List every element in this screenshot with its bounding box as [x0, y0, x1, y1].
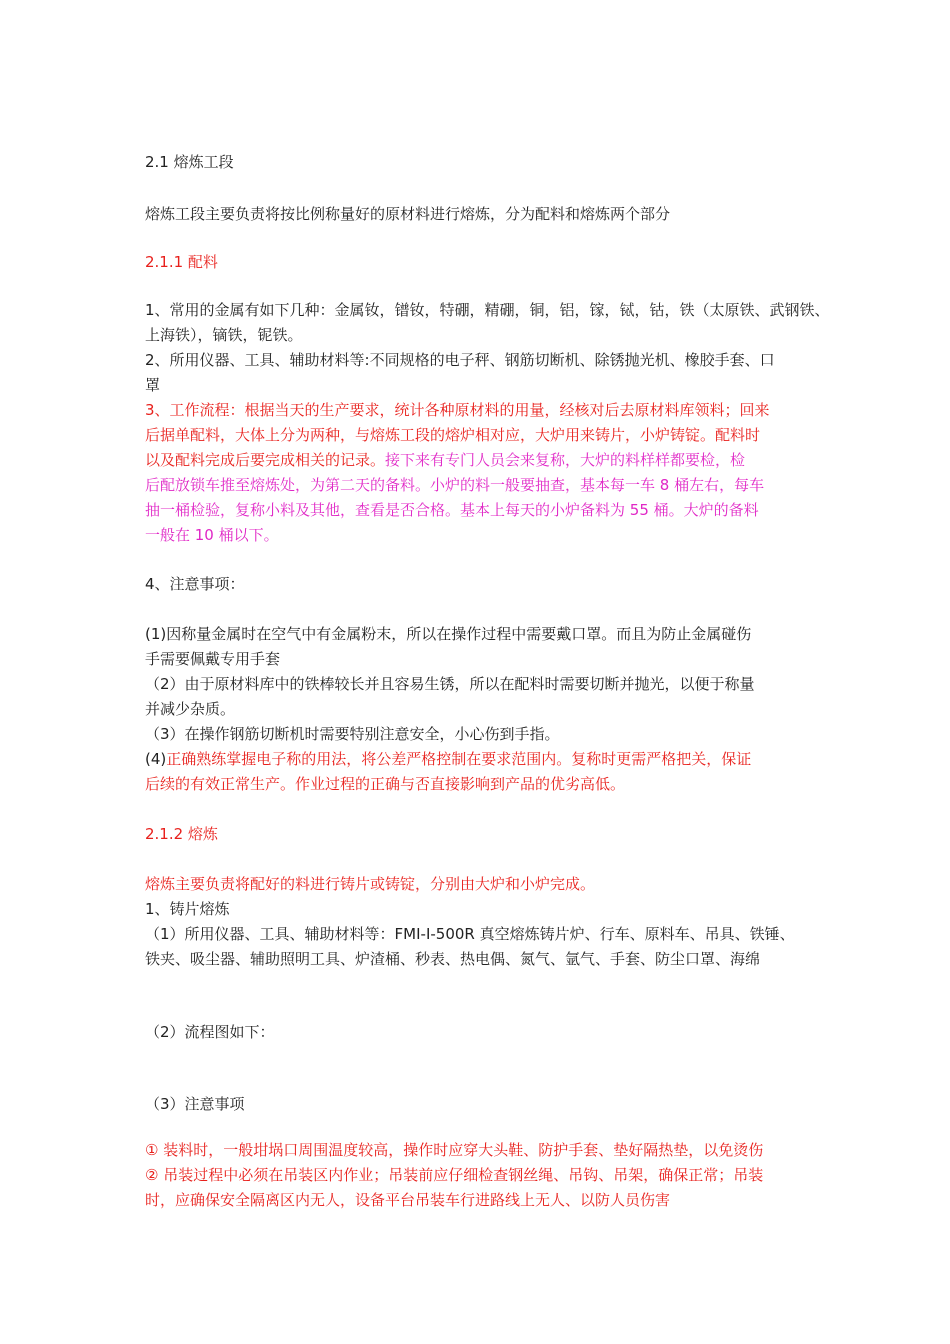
subsection-title-smelting: 2.1.2 熔炼: [145, 825, 218, 843]
note4-line1-text: 正确熟练掌握电子称的用法，将公差严格控制在要求范围内。复称时更需严格把关，保证: [166, 750, 752, 768]
note2-line2: 并减少杂质。: [145, 700, 236, 718]
note2-line1: （2）由于原材料库中的铁棒较长并且容易生锈，所以在配料时需要切断并抛光，以便于称量: [145, 675, 755, 693]
item1-line1: 1、常用的金属有如下几种：金属钕，镨钕，特硼，精硼，铜，铝，镓，铽，钴，铁（太原铁、武钢铁、: [145, 301, 830, 319]
item3-line2: 后据单配料，大体上分为两种，与熔炼工段的熔炉相对应，大炉用来铸片，小炉铸锭。配料时: [145, 426, 761, 444]
warning2-line2: 时，应确保安全隔离区内无人，设备平台吊装车行进路线上无人、以防人员伤害: [145, 1191, 671, 1209]
item2-line2: 罩: [145, 376, 161, 394]
note4-prefix: (4): [145, 750, 167, 768]
casting-tools-line2: 铁夹、吸尘器、辅助照明工具、炉渣桶、秒表、热电偶、氮气、氩气、手套、防尘口罩、海绵: [145, 950, 761, 968]
flowchart-caption: （2）流程图如下：: [145, 1023, 275, 1041]
casting-tools-line1: （1）所用仪器、工具、辅助材料等：FMI-I-500R 真空熔炼铸片炉、行车、原料车、吊具、铁锤、: [145, 925, 795, 943]
note4-line2: 后续的有效正常生产。作业过程的正确与否直接影响到产品的优劣高低。: [145, 775, 626, 793]
note4-line1: [145, 747, 815, 772]
item3-line3-red-part: 以及配料完成后要完成相关的记录。: [145, 451, 386, 469]
item3-line3-pink-part: 接下来有专门人员会来复称，大炉的料样样都要检，检: [385, 451, 746, 469]
subsection-title-batching: 2.1.1 配料: [145, 253, 218, 271]
smelting-intro: 熔炼主要负责将配好的料进行铸片或铸锭，分别由大炉和小炉完成。: [145, 875, 596, 893]
notes-heading: 4、注意事项：: [145, 575, 245, 593]
item3-line3: [145, 448, 815, 473]
intro-paragraph: 熔炼工段主要负责将按比例称量好的原材料进行熔炼，分为配料和熔炼两个部分: [145, 205, 671, 223]
casting-title: 1、铸片熔炼: [145, 900, 230, 918]
section-title: 2.1 熔炼工段: [145, 153, 234, 171]
warning1: ① 装料时，一般坩埚口周围温度较高，操作时应穿大头鞋、防护手套、垫好隔热垫，以免烫伤: [145, 1141, 764, 1159]
item1-line2: 上海铁），镝铁，铌铁。: [145, 326, 303, 344]
casting-notes-heading: （3）注意事项: [145, 1095, 245, 1113]
item3-line5: 抽一桶检验，复称小料及其他，查看是否合格。基本上每天的小炉备料为 55 桶。大炉的备料: [145, 501, 759, 519]
note1-line2: 手需要佩戴专用手套: [145, 650, 281, 668]
note1-line1: (1)因称量金属时在空气中有金属粉末，所以在操作过程中需要戴口罩。而且为防止金属碰伤: [145, 625, 752, 643]
item3-line1: 3、工作流程：根据当天的生产要求，统计各种原材料的用量，经核对后去原材料库领料；回来: [145, 401, 770, 419]
note3: （3）在操作钢筋切断机时需要特别注意安全，小心伤到手指。: [145, 725, 560, 743]
item3-line6: 一般在 10 桶以下。: [145, 526, 279, 544]
warning2-line1: ② 吊装过程中必须在吊装区内作业；吊装前应仔细检查钢丝绳、吊钩、吊架，确保正常；吊装: [145, 1166, 764, 1184]
item3-line4: 后配放锁车推至熔炼处，为第二天的备料。小炉的料一般要抽查，基本每一车 8 桶左右，每车: [145, 476, 765, 494]
item2-line1: 2、所用仪器、工具、辅助材料等:不同规格的电子秤、钢筋切断机、除锈抛光机、橡胶手套、口: [145, 351, 775, 369]
